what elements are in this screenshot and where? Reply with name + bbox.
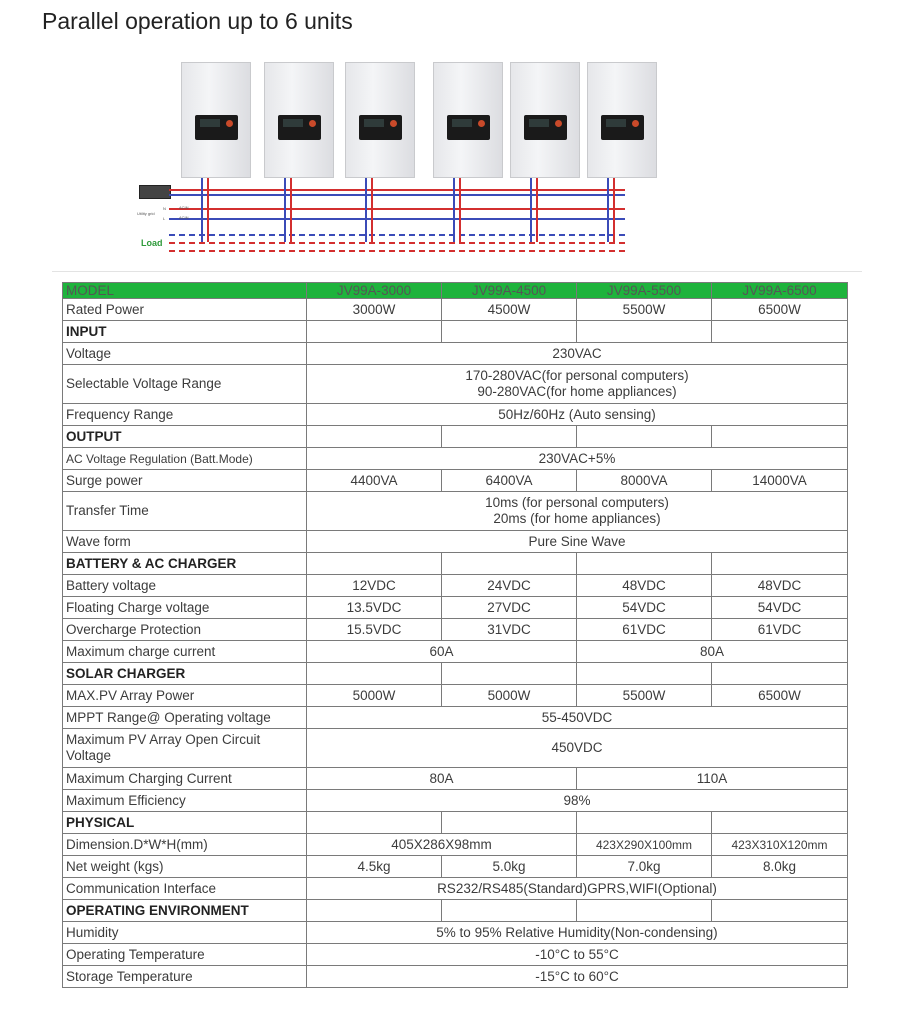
vertical-wire [459,178,461,242]
table-row [63,619,848,641]
cell: 230VAC+5% [307,448,848,470]
table-header-row [63,283,848,299]
load-label: Load [141,238,163,248]
header-cell: JV99A-4500 [442,283,577,299]
cell: 6500W [712,685,848,707]
table-row [63,856,848,878]
row-label: Wave form [63,531,307,553]
section-row [63,321,848,343]
cell-line: 90-280VAC(for home appliances) [477,384,677,399]
cell: 405X286X98mm [307,834,577,856]
section-title: INPUT [63,321,307,343]
cell: 3000W [307,299,442,321]
section-title: BATTERY & AC CHARGER [63,553,307,575]
table-row [63,448,848,470]
vertical-wire [207,178,209,242]
row-label: Net weight (kgs) [63,856,307,878]
table-row [63,768,848,790]
vertical-wire [536,178,538,242]
table-row [63,404,848,426]
cell [307,492,848,531]
cell: Pure Sine Wave [307,531,848,553]
table-row [63,878,848,900]
table-row [63,685,848,707]
lcd-panel [601,115,644,140]
blue-bus-wire [169,194,625,196]
row-label: Overcharge Protection [63,619,307,641]
cell: 7.0kg [577,856,712,878]
cell: 27VDC [442,597,577,619]
row-label: Communication Interface [63,878,307,900]
inverter-unit [345,62,415,178]
parallel-wiring-diagram [135,58,625,258]
row-label: Frequency Range [63,404,307,426]
cell: -10°C to 55°C [307,944,848,966]
section-title: SOLAR CHARGER [63,663,307,685]
cell: 80A [577,641,848,663]
battery-meter [139,185,171,199]
cell: -15°C to 60°C [307,966,848,988]
blue-input-wire [169,218,625,220]
inverter-unit [181,62,251,178]
row-label: Floating Charge voltage [63,597,307,619]
cell: 8000VA [577,470,712,492]
section-row [63,812,848,834]
row-label: AC Voltage Regulation (Batt.Mode) [63,448,307,470]
page-title: Parallel operation up to 6 units [42,8,353,34]
section-title: PHYSICAL [63,812,307,834]
cell: 55-450VDC [307,707,848,729]
cell: 98% [307,790,848,812]
vertical-wire [613,178,615,242]
section-title: OPERATING ENVIRONMENT [63,900,307,922]
cell: 5.0kg [442,856,577,878]
row-label: Battery voltage [63,575,307,597]
table-row [63,470,848,492]
divider [52,271,862,272]
row-label: Dimension.D*W*H(mm) [63,834,307,856]
inverter-unit [433,62,503,178]
section-row [63,663,848,685]
cell: 14000VA [712,470,848,492]
cell: 80A [307,768,577,790]
row-label: Storage Temperature [63,966,307,988]
red-load-wire [169,250,625,252]
cell: 48VDC [577,575,712,597]
inverter-unit [264,62,334,178]
cell: 50Hz/60Hz (Auto sensing) [307,404,848,426]
cell: 12VDC [307,575,442,597]
cell: 48VDC [712,575,848,597]
acin-label: ACIN [179,205,189,210]
cell: 31VDC [442,619,577,641]
section-row [63,426,848,448]
cell: 5% to 95% Relative Humidity(Non-condensing) [307,922,848,944]
cell: 6400VA [442,470,577,492]
red-load-wire [169,242,625,244]
spec-table [62,282,848,988]
lcd-panel [359,115,402,140]
inverter-unit [510,62,580,178]
cell: 4.5kg [307,856,442,878]
table-row [63,944,848,966]
acin-label-2: ACIN [179,215,189,220]
row-label: Voltage [63,343,307,365]
cell: 4400VA [307,470,442,492]
row-label: Humidity [63,922,307,944]
cell: 230VAC [307,343,848,365]
lcd-panel [524,115,567,140]
table-row [63,365,848,404]
cell: 61VDC [577,619,712,641]
table-row [63,966,848,988]
header-cell: MODEL [63,283,307,299]
cell: 13.5VDC [307,597,442,619]
section-title: OUTPUT [63,426,307,448]
neutral-label: N [163,206,166,211]
row-label: Rated Power [63,299,307,321]
table-row [63,575,848,597]
cell-line: 20ms (for home appliances) [493,511,661,526]
lcd-panel [278,115,321,140]
cell: 15.5VDC [307,619,442,641]
vertical-wire [371,178,373,242]
lcd-panel [447,115,490,140]
cell-line: 170-280VAC(for personal computers) [465,368,689,383]
header-cell: JV99A-6500 [712,283,848,299]
cell: 8.0kg [712,856,848,878]
table-row [63,641,848,663]
table-row [63,790,848,812]
cell: 5500W [577,299,712,321]
cell: 450VDC [307,729,848,768]
grid-label: Utility grid [137,211,155,216]
cell: 5000W [307,685,442,707]
cell: 60A [307,641,577,663]
cell: 110A [577,768,848,790]
vertical-wire [201,178,203,242]
cell: 6500W [712,299,848,321]
table-row [63,729,848,768]
table-row [63,343,848,365]
header-cell: JV99A-3000 [307,283,442,299]
cell-line: 10ms (for personal computers) [485,495,669,510]
row-label: Surge power [63,470,307,492]
row-label: MPPT Range@ Operating voltage [63,707,307,729]
cell: 61VDC [712,619,848,641]
row-label: Maximum PV Array Open Circuit Voltage [63,729,307,768]
table-row [63,597,848,619]
cell: 4500W [442,299,577,321]
cell: 423X290X100mm [577,834,712,856]
cell: 24VDC [442,575,577,597]
cell: 423X310X120mm [712,834,848,856]
cell: 5500W [577,685,712,707]
row-label: Transfer Time [63,492,307,531]
vertical-wire [453,178,455,242]
inverter-unit [587,62,657,178]
table-row [63,922,848,944]
vertical-wire [530,178,532,242]
cell: 54VDC [577,597,712,619]
header-cell: JV99A-5500 [577,283,712,299]
lcd-panel [195,115,238,140]
red-input-wire [169,208,625,210]
vertical-wire [290,178,292,242]
line-label: L [163,216,166,221]
table-row [63,531,848,553]
row-label: Operating Temperature [63,944,307,966]
table-row [63,492,848,531]
row-label: MAX.PV Array Power [63,685,307,707]
section-row [63,553,848,575]
table-row [63,834,848,856]
table-row [63,299,848,321]
table-row [63,707,848,729]
cell: 54VDC [712,597,848,619]
red-bus-wire [169,189,625,191]
vertical-wire [365,178,367,242]
row-label: Maximum charge current [63,641,307,663]
row-label: Maximum Charging Current [63,768,307,790]
row-label: Maximum Efficiency [63,790,307,812]
blue-load-wire [169,234,625,236]
cell [307,365,848,404]
vertical-wire [284,178,286,242]
section-row [63,900,848,922]
cell: 5000W [442,685,577,707]
cell: RS232/RS485(Standard)GPRS,WIFI(Optional) [307,878,848,900]
row-label: Selectable Voltage Range [63,365,307,404]
vertical-wire [607,178,609,242]
